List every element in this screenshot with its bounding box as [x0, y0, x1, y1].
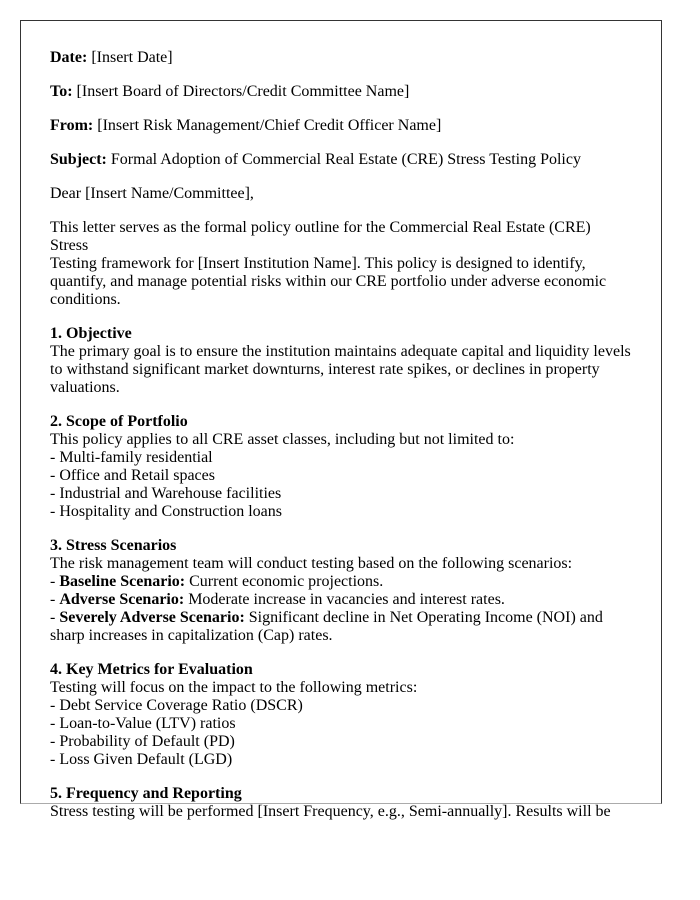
text-run: Dear [Insert Name/Committee], — [50, 185, 254, 202]
text-line — [50, 185, 632, 203]
text-run: Testing will focus on the impact to the following metrics: — [50, 679, 418, 696]
bold-text-run: From: — [50, 117, 94, 134]
text-run: The risk management team will conduct testing based on the following scenarios: — [50, 555, 573, 572]
text-line — [50, 325, 632, 343]
text-line — [50, 361, 632, 379]
text-run: - Multi-family residential — [50, 449, 213, 466]
bold-text-run: Baseline Scenario: — [59, 573, 186, 590]
text-line — [50, 255, 632, 273]
text-run: valuations. — [50, 379, 120, 396]
text-run: - Hospitality and Construction loans — [50, 503, 282, 520]
bold-text-run: To: — [50, 83, 73, 100]
text-line — [50, 151, 632, 169]
text-line — [50, 573, 632, 591]
text-run: - Loss Given Default (LGD) — [50, 751, 233, 768]
salutation — [50, 185, 632, 203]
text-line — [50, 273, 632, 291]
bold-text-run: Date: — [50, 49, 88, 66]
text-line — [50, 697, 632, 715]
to-line — [50, 83, 632, 101]
bold-text-run: Adverse Scenario: — [59, 591, 185, 608]
text-line — [50, 379, 632, 397]
subject-line — [50, 151, 632, 169]
text-run: Stress testing will be performed [Insert Frequency, e.g., Semi-annually]. Results will be — [50, 803, 611, 820]
text-run: Moderate increase in vacancies and interest rates. — [184, 591, 505, 608]
text-run: This letter serves as the formal policy outline for the Commercial Real Estate (CRE) Stress — [50, 219, 591, 254]
bold-text-run: Severely Adverse Scenario: — [59, 609, 245, 626]
text-run: Testing framework for [Insert Institution Name]. This policy is designed to identify, — [50, 255, 586, 272]
section-frequency-reporting — [50, 785, 632, 821]
text-run: [Insert Board of Directors/Credit Committee Name] — [72, 83, 410, 100]
bold-text-run: Subject: — [50, 151, 107, 168]
text-line — [50, 555, 632, 573]
text-line — [50, 219, 632, 255]
text-line — [50, 413, 632, 431]
section-stress-scenarios — [50, 537, 632, 645]
text-line — [50, 661, 632, 679]
text-line — [50, 83, 632, 101]
text-line — [50, 467, 632, 485]
text-line — [50, 485, 632, 503]
text-run: Current economic projections. — [185, 573, 384, 590]
bold-text-run: 4. Key Metrics for Evaluation — [50, 661, 253, 678]
text-run: - Industrial and Warehouse facilities — [50, 485, 282, 502]
text-line — [50, 431, 632, 449]
text-run: quantify, and manage potential risks within our CRE portfolio under adverse economic — [50, 273, 607, 290]
text-line — [50, 609, 632, 627]
bold-text-run: 5. Frequency and Reporting — [50, 785, 242, 802]
text-run: conditions. — [50, 291, 121, 308]
letter-body — [21, 21, 661, 821]
bold-text-run: 3. Stress Scenarios — [50, 537, 177, 554]
section-scope-of-portfolio — [50, 413, 632, 521]
section-objective — [50, 325, 632, 397]
text-line — [50, 591, 632, 609]
text-line — [50, 785, 632, 803]
text-run: - Probability of Default (PD) — [50, 733, 235, 750]
text-run: to withstand significant market downturns, interest rate spikes, or declines in property — [50, 361, 600, 378]
text-line — [50, 49, 632, 67]
from-line — [50, 117, 632, 135]
section-key-metrics — [50, 661, 632, 769]
text-run: The primary goal is to ensure the institution maintains adequate capital and liquidity levels — [50, 343, 631, 360]
text-run: Significant decline in Net Operating Income (NOI) and — [244, 609, 603, 626]
intro-paragraph — [50, 219, 632, 309]
text-run: - — [50, 609, 60, 626]
text-line — [50, 503, 632, 521]
text-line — [50, 751, 632, 769]
text-run: [Insert Date] — [87, 49, 173, 66]
text-line — [50, 537, 632, 555]
text-line — [50, 449, 632, 467]
text-run: - Office and Retail spaces — [50, 467, 215, 484]
text-run: This policy applies to all CRE asset classes, including but not limited to: — [50, 431, 515, 448]
text-run: - — [50, 591, 60, 608]
text-line — [50, 715, 632, 733]
text-run: - Loan-to-Value (LTV) ratios — [50, 715, 236, 732]
text-line — [50, 343, 632, 361]
text-line — [50, 291, 632, 309]
text-line — [50, 627, 632, 645]
text-run: Formal Adoption of Commercial Real Estate (CRE) Stress Testing Policy — [106, 151, 581, 168]
text-line — [50, 117, 632, 135]
text-run: - — [50, 573, 60, 590]
letter-document — [20, 20, 662, 820]
text-run: sharp increases in capitalization (Cap) rates. — [50, 627, 333, 644]
text-run: - Debt Service Coverage Ratio (DSCR) — [50, 697, 303, 714]
text-line — [50, 803, 632, 821]
date-line — [50, 49, 632, 67]
bold-text-run: 2. Scope of Portfolio — [50, 413, 188, 430]
bold-text-run: 1. Objective — [50, 325, 132, 342]
text-run: [Insert Risk Management/Chief Credit Officer Name] — [93, 117, 442, 134]
text-line — [50, 679, 632, 697]
text-line — [50, 733, 632, 751]
